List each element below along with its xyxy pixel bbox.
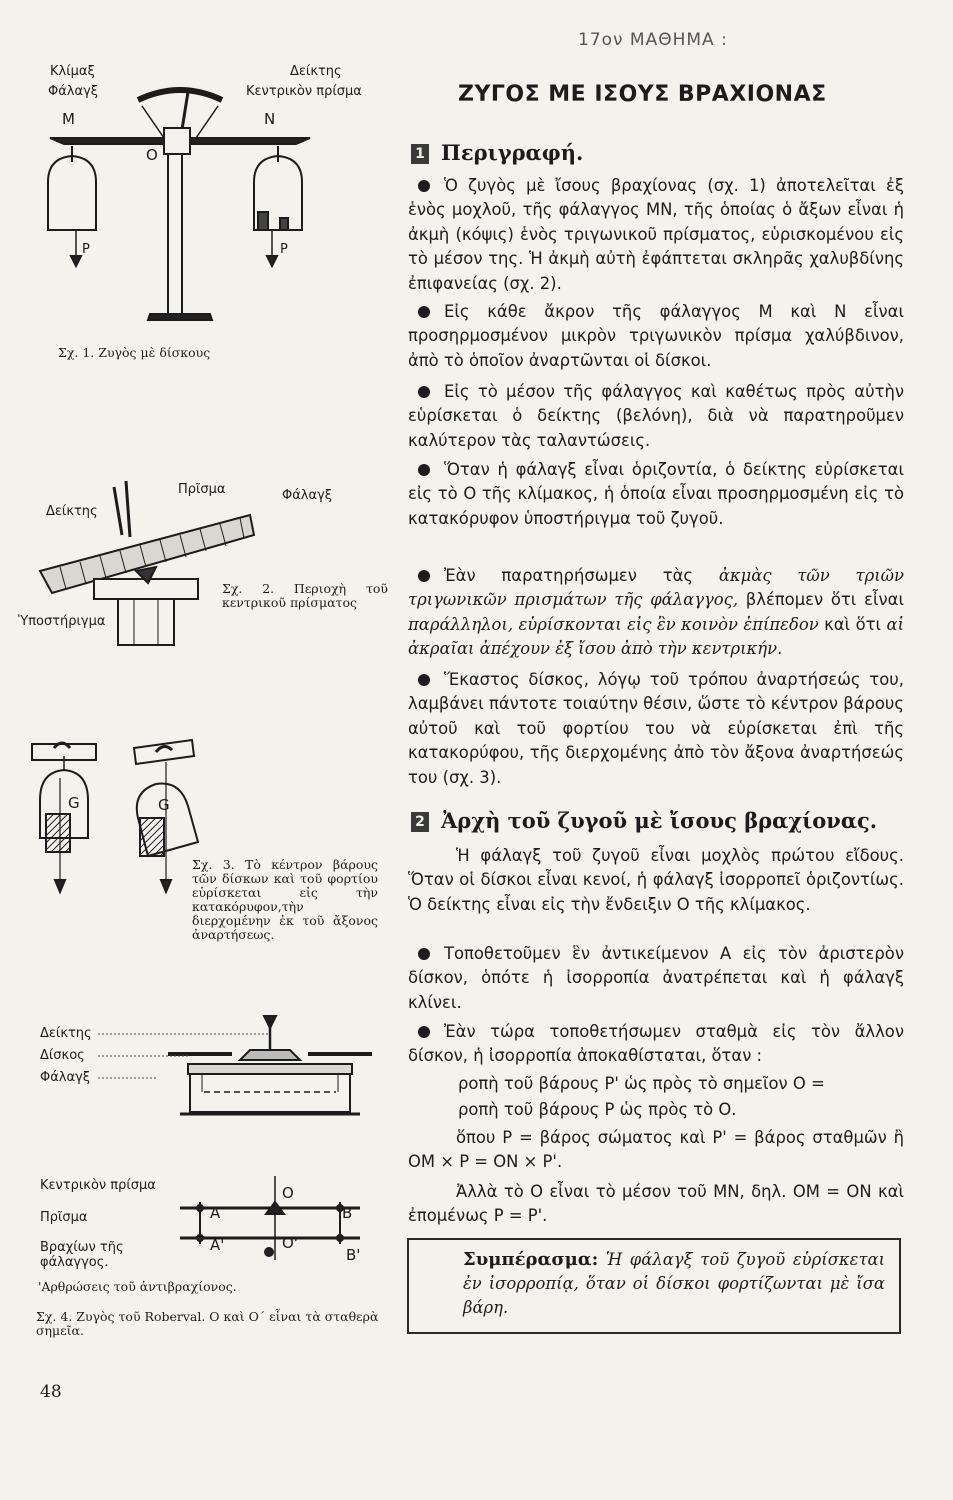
fig4-caption: Σχ. 4. Ζυγὸς τοῦ Roberval. Ο καὶ Ο΄ εἶναι τὰ σταθερὰ σημεῖα.: [36, 1309, 379, 1338]
section-1-title: Περιγραφή.: [441, 140, 584, 165]
fig3-label-g-right: G: [158, 796, 170, 814]
fig4-label-b: B: [342, 1204, 353, 1222]
paragraph-3: Εἰς τὸ μέσον τῆς φάλαγγος καὶ καθέτως πρὸς αὐτὴν εὑρίσκεται ὁ δείκτης (βελόνη), διὰ νὰ παρατηροῦμεν καλύτερον τὰς ταλαντώσεις.: [408, 382, 904, 450]
equation-line-1: ροπὴ τοῦ βάρους Ρ' ὡς πρὸς τὸ σημεῖον Ο =: [458, 1074, 825, 1093]
fig2-label-falagx: Φάλαγξ: [282, 488, 333, 503]
equation-line-4: Ἀλλὰ τὸ Ο εἶναι τὸ μέσον τοῦ ΜΝ, δηλ. ΟΜ = ΟΝ καὶ ἐπομένως Ρ = Ρ'.: [408, 1182, 904, 1226]
conclusion-text: Ἡ φάλαγξ τοῦ ζυγοῦ εὑρίσκεται ἐν ἰσορροπίᾳ, ὅταν οἱ δίσκοι φορτίζωνται μὲ ἴσα βάρη.: [463, 1250, 886, 1317]
bullet-icon: [418, 1026, 430, 1038]
paragraph-1: Ὁ ζυγὸς μὲ ἴσους βραχίονας (σχ. 1) ἀποτελεῖται ἐξ ἑνὸς μοχλοῦ, τῆς φάλαγγος ΜΝ, τῆς ὁποίας ὁ ἄξων εἶναι ἡ ἀκμὴ (κόψις) ἑνὸς τριγωνικοῦ πρίσματος, εὑρισκομένου εἰς τὸ μέσον της. Ἡ ἀκμὴ αὐτὴ ἐφάπτεται σκληρᾶς χαλυβδίνης ἐπιφανείας (σχ. 2).: [408, 176, 904, 293]
load-tilted: [140, 818, 164, 856]
fig3-label-g-left: G: [68, 794, 80, 812]
fig1-caption: Σχ. 1. Ζυγὸς μὲ δίσκους: [58, 345, 211, 360]
fig4-leader-lines: [98, 1030, 238, 1090]
page-title: ΖΥΓΟΣ ΜΕ ΙΣΟΥΣ ΒΡΑΧΙΟΝΑΣ: [458, 82, 827, 107]
section-1-number: 1: [411, 144, 429, 164]
figure-1-balance: [40, 70, 300, 330]
section-2-title: Ἀρχὴ τοῦ ζυγοῦ μὲ ἴσους βραχίονας.: [441, 808, 878, 833]
section-2-heading: [411, 808, 877, 834]
fig4-label-falagx: Φάλαγξ: [40, 1070, 91, 1085]
fig4-label-arthroseis: 'Αρθρώσεις τοῦ ἀντιβραχίονος.: [38, 1279, 237, 1294]
fig4-label-b-prime: B': [346, 1246, 361, 1264]
fig1-label-klimax: Κλίμαξ: [50, 64, 95, 79]
bullet-icon: [418, 306, 430, 318]
fig4-label-o-prime: O': [282, 1234, 298, 1252]
conclusion-box: [407, 1238, 901, 1334]
lesson-label: 17ον ΜΑΘΗΜΑ :: [578, 30, 728, 50]
fig2-label-prisma: Πρῖσμα: [178, 482, 226, 497]
fig1-label-n: Ν: [264, 110, 276, 128]
pointer-needle: [114, 481, 130, 537]
bullet-icon: [418, 948, 430, 960]
fig4-label-a: A: [210, 1204, 221, 1222]
paragraph-2: Εἰς κάθε ἄκρον τῆς φάλαγγος Μ καὶ Ν εἶναι προσηρμοσμένον μικρὸν τριγωνικὸν πρίσμα χαλύβδινον, ἀπὸ τὸ ὁποῖον ἀναρτῶνται οἱ δίσκοι.: [408, 302, 904, 370]
page-number: 48: [40, 1382, 62, 1402]
fig1-label-o: Ο: [146, 146, 158, 164]
fig4-label-a-prime: A': [210, 1236, 225, 1254]
section-1-heading: [411, 140, 583, 166]
scale-arc: [138, 90, 222, 100]
fig4-label-kentriko: Κεντρικὸν πρίσμα: [40, 1178, 156, 1193]
conclusion-label: Συμπέρασμα:: [463, 1249, 599, 1270]
fig4-label-diskos: Δίσκος: [40, 1048, 85, 1063]
equation-line-3: ὅπου Ρ = βάρος σώματος καὶ Ρ' = βάρος σταθμῶν ἢ ΟΜ × Ρ = ΟΝ × Ρ'.: [408, 1128, 904, 1172]
load-upright: [46, 814, 70, 852]
paragraph-5: Ἐὰν παρατηρήσωμεν τὰς ἀκμὰς τῶν τριῶν τριγωνικῶν πρισμάτων τῆς φάλαγγος, βλέπομεν ὅτι εἶναι παράλληλοι, εὑρίσκονται εἰς ἓν κοινὸν ἐπίπεδον καὶ ὅτι αἱ ἀκραῖαι ἀπέχουν ἐξ ἴσου ἀπὸ τὴν κεντρικήν.: [408, 566, 904, 659]
fig4-label-o: O: [282, 1184, 294, 1202]
fig4-label-vrachion: Βραχίων τῆς φάλαγγος.: [40, 1240, 124, 1270]
left-pan: [48, 156, 96, 230]
section-2-number: 2: [411, 812, 429, 832]
bullet-icon: [418, 386, 430, 398]
fig2-label-ypostirigma: Ὑποστήριγμα: [18, 614, 106, 629]
fig1-label-falagx: Φάλαγξ: [48, 84, 99, 99]
bullet-icon: [418, 464, 430, 476]
paragraph-9: Ἐὰν τώρα τοποθετήσωμεν σταθμὰ εἰς τὸν ἄλλον δίσκον, ἡ ἰσορροπία ἀποκαθίσταται, ὅταν :: [408, 1022, 904, 1066]
fig2-label-deiktis: Δείκτης: [46, 504, 98, 519]
equation-line-2: ροπὴ τοῦ βάρους Ρ ὡς πρὸς τὸ Ο.: [458, 1100, 737, 1119]
fig1-label-m: Μ: [62, 110, 75, 128]
fig1-label-prisma: Κεντρικὸν πρίσμα: [246, 84, 362, 99]
paragraph-6: Ἕκαστος δίσκος, λόγῳ τοῦ τρόπου ἀναρτήσεώς του, λαμβάνει πάντοτε τοιαύτην θέσιν, ὥστε τὸ κέντρον βάρους αὐτοῦ καὶ τοῦ φορτίου του νὰ εὑρίσκεται ἐπὶ τῆς κατακορύφου, τῆς διερχομένης ἀπὸ τὸν ἄξονα ἀναρτήσεώς του (σχ. 3).: [408, 670, 904, 787]
paragraph-4: Ὅταν ἡ φάλαγξ εἶναι ὁριζοντία, ὁ δείκτης εὑρίσκεται εἰς τὸ Ο τῆς κλίμακος, ἡ ὁποία εἶναι προσηρμοσμένη εἰς τὸ κατακόρυφον ὑποστήριγμα τοῦ ζυγοῦ.: [408, 460, 904, 528]
fig1-label-deiktis: Δείκτης: [290, 64, 342, 79]
bullet-icon: [418, 180, 430, 192]
bullet-icon: [418, 674, 430, 686]
fig3-caption: Σχ. 3. Τὸ κέντρον βάρους τῶν δίσκων καὶ τοῦ φορτίου εὑρίσκεται εἰς τὴν κατακόρυφον,τὴν διερχομένην ἐκ τοῦ ἄξονος ἀναρτήσεως.: [192, 857, 378, 942]
fig2-caption: Σχ. 2. Περιοχὴ τοῦ κεντρικοῦ πρίσματος: [222, 581, 388, 610]
paragraph-8: Τοποθετοῦμεν ἓν ἀντικείμενον Α εἰς τὸν ἀριστερὸν δίσκον, ὁπότε ἡ ἰσορροπία ἀνατρέπεται καὶ ἡ φάλαγξ κλίνει.: [408, 944, 904, 1012]
fig1-label-p-left: P: [82, 242, 90, 257]
bullet-icon: [418, 570, 430, 582]
paragraph-7: Ἡ φάλαγξ τοῦ ζυγοῦ εἶναι μοχλὸς πρώτου εἴδους. Ὅταν οἱ δίσκοι εἶναι κενοί, ἡ φάλαγξ ἰσορροπεῖ ὁριζοντίως. Ὁ δείκτης εἶναι εἰς τὴν ἔνδειξιν Ο τῆς κλίμακος.: [408, 846, 904, 914]
fig1-label-p-right: P: [280, 242, 288, 257]
fig4-label-prisma: Πρῖσμα: [40, 1210, 88, 1225]
fig4-label-deiktis: Δείκτης: [40, 1026, 92, 1041]
